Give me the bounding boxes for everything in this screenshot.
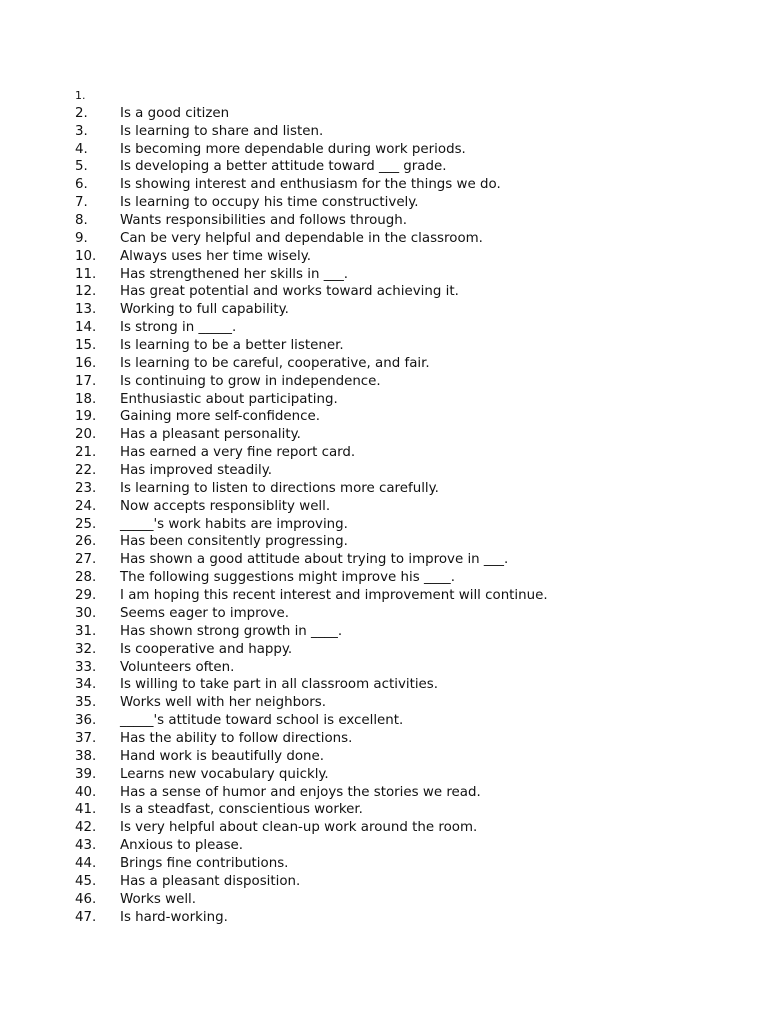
item-text: Is developing a better attitude toward ___ grade. <box>120 159 447 175</box>
item-number: 47. <box>75 909 97 925</box>
item-text: Has been consitently progressing. <box>120 534 348 550</box>
item-text: Enthusiastic about participating. <box>120 391 338 407</box>
item-text: Wants responsibilities and follows through. <box>120 213 408 229</box>
item-text: Brings fine contributions. <box>120 855 289 871</box>
item-text: Is learning to be careful, cooperative, and fair. <box>120 355 430 371</box>
item-number: 6. <box>75 177 88 193</box>
item-text: Is a steadfast, conscientious worker. <box>120 802 363 818</box>
item-number: 39. <box>75 766 97 782</box>
item-number: 45. <box>75 873 97 889</box>
item-number: 28. <box>75 570 97 586</box>
item-number: 17. <box>75 373 97 389</box>
item-text: The following suggestions might improve his ____. <box>120 570 456 586</box>
item-number: 7. <box>75 195 88 211</box>
item-text: Works well with her neighbors. <box>120 695 327 711</box>
item-text: Is learning to share and listen. <box>120 123 324 139</box>
item-text: Is continuing to grow in independence. <box>120 373 381 389</box>
item-number: 11. <box>75 266 97 282</box>
item-text: Seems eager to improve. <box>120 605 289 621</box>
item-text: Anxious to please. <box>120 838 244 854</box>
item-text: Is showing interest and enthusiasm for the things we do. <box>120 177 501 193</box>
item-number: 40. <box>75 784 97 800</box>
item-text: Always uses her time wisely. <box>120 248 312 264</box>
item-number: 16. <box>75 355 97 371</box>
item-number: 13. <box>75 302 97 318</box>
item-text: _____'s attitude toward school is excellent. <box>120 713 404 729</box>
item-number: 1. <box>75 89 86 102</box>
item-text: Has a pleasant disposition. <box>120 873 301 889</box>
item-number: 19. <box>75 409 97 425</box>
item-text: Has earned a very fine report card. <box>120 445 356 461</box>
item-number: 18. <box>75 391 97 407</box>
item-number: 41. <box>75 802 97 818</box>
item-number: 4. <box>75 141 88 157</box>
item-text: Is a good citizen <box>120 105 230 121</box>
item-text: Has a sense of humor and enjoys the stories we read. <box>120 784 481 800</box>
item-text: Is cooperative and happy. <box>120 641 293 657</box>
item-number: 2. <box>75 105 88 121</box>
item-text: Works well. <box>120 891 197 907</box>
item-number: 43. <box>75 838 97 854</box>
item-text: Gaining more self-confidence. <box>120 409 321 425</box>
item-number: 21. <box>75 445 97 461</box>
item-number: 31. <box>75 623 97 639</box>
item-text: Has shown a good attitude about trying to improve in ___. <box>120 552 509 568</box>
item-text: _____'s work habits are improving. <box>120 516 348 532</box>
item-number: 5. <box>75 159 88 175</box>
item-text: Has strengthened her skills in ___. <box>120 266 349 282</box>
item-number: 33. <box>75 659 97 675</box>
item-number: 42. <box>75 820 97 836</box>
item-number: 20. <box>75 427 97 443</box>
item-number: 44. <box>75 855 97 871</box>
item-text: I am hoping this recent interest and improvement will continue. <box>120 588 548 604</box>
item-number: 26. <box>75 534 97 550</box>
item-number: 36. <box>75 713 97 729</box>
item-text: Is very helpful about clean-up work around the room. <box>120 820 478 836</box>
item-number: 9. <box>75 230 88 246</box>
item-number: 25. <box>75 516 97 532</box>
item-text: Can be very helpful and dependable in the classroom. <box>120 230 483 246</box>
item-number: 37. <box>75 730 97 746</box>
item-number: 32. <box>75 641 97 657</box>
item-text: Has improved steadily. <box>120 463 272 479</box>
item-text: Learns new vocabulary quickly. <box>120 766 329 782</box>
item-number: 12. <box>75 284 97 300</box>
item-text: Volunteers often. <box>120 659 235 675</box>
item-text: Is willing to take part in all classroom activities. <box>120 677 439 693</box>
item-number: 27. <box>75 552 97 568</box>
item-text: Is strong in _____. <box>120 320 237 336</box>
item-number: 22. <box>75 463 97 479</box>
item-text: Has the ability to follow directions. <box>120 730 353 746</box>
item-number: 30. <box>75 605 97 621</box>
item-number: 3. <box>75 123 88 139</box>
item-text: Hand work is beautifully done. <box>120 748 325 764</box>
item-number: 38. <box>75 748 97 764</box>
item-number: 34. <box>75 677 97 693</box>
item-text: Has great potential and works toward achieving it. <box>120 284 459 300</box>
item-number: 24. <box>75 498 97 514</box>
item-text: Is learning to listen to directions more carefully. <box>120 480 439 496</box>
item-text: Is becoming more dependable during work periods. <box>120 141 466 157</box>
item-text: Has a pleasant personality. <box>120 427 301 443</box>
item-number: 46. <box>75 891 97 907</box>
item-text: Working to full capability. <box>120 302 289 318</box>
item-number: 14. <box>75 320 97 336</box>
item-number: 35. <box>75 695 97 711</box>
item-text: Is learning to occupy his time constructively. <box>120 195 419 211</box>
item-number: 10. <box>75 248 97 264</box>
item-number: 15. <box>75 338 97 354</box>
item-number: 8. <box>75 213 88 229</box>
item-text: Now accepts responsiblity well. <box>120 498 331 514</box>
item-text: Is learning to be a better listener. <box>120 338 344 354</box>
item-number: 23. <box>75 480 97 496</box>
item-number: 29. <box>75 588 97 604</box>
item-text: Is hard-working. <box>120 909 228 925</box>
item-text: Has shown strong growth in ____. <box>120 623 343 639</box>
